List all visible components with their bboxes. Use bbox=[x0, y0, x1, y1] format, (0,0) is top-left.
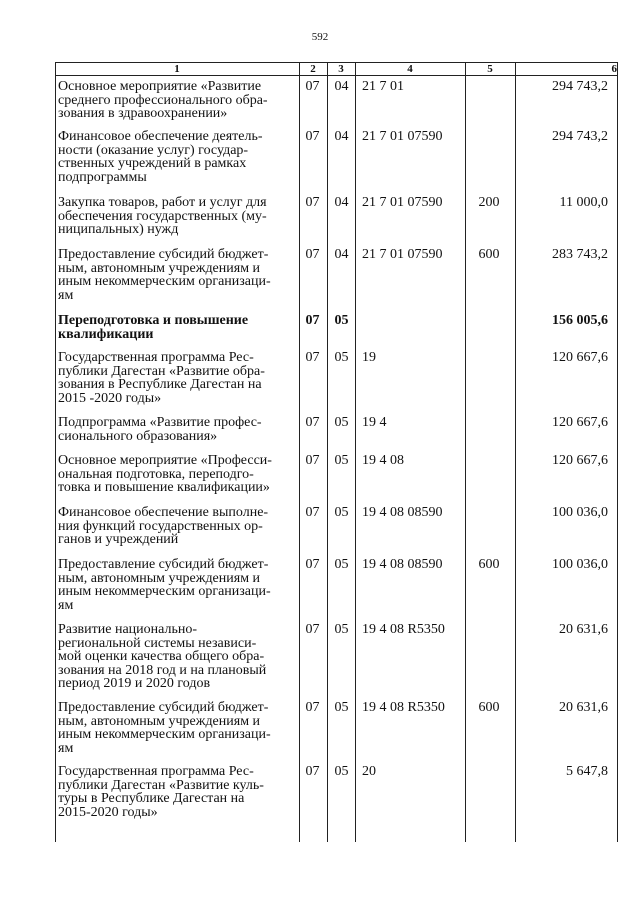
column-header-2: 2 bbox=[310, 63, 316, 75]
column-divider bbox=[327, 62, 328, 842]
row-subsection-code: 05 bbox=[334, 764, 349, 779]
row-amount: 5 647,8 bbox=[566, 764, 608, 779]
row-target-article: 20 bbox=[362, 764, 376, 779]
row-target-article: 19 4 08 08590 bbox=[362, 505, 443, 520]
row-name: Основное мероприятие «Професси- ональная подготовка, переподго- товка и повышение квалификации» bbox=[58, 453, 272, 495]
row-subsection-code: 05 bbox=[334, 313, 349, 328]
row-amount: 120 667,6 bbox=[552, 350, 608, 365]
table-column-headers bbox=[55, 62, 617, 76]
column-divider bbox=[355, 62, 356, 842]
column-divider bbox=[515, 62, 516, 842]
page-number: 592 bbox=[311, 31, 329, 43]
row-target-article: 21 7 01 bbox=[362, 79, 404, 94]
row-target-article: 19 4 08 bbox=[362, 453, 404, 468]
row-amount: 100 036,0 bbox=[552, 557, 608, 572]
row-section-code: 07 bbox=[305, 415, 320, 430]
row-amount: 294 743,2 bbox=[552, 79, 608, 94]
row-subsection-code: 04 bbox=[334, 79, 349, 94]
row-subsection-code: 05 bbox=[334, 415, 349, 430]
row-target-article: 19 4 08 08590 bbox=[362, 557, 443, 572]
row-subsection-code: 05 bbox=[334, 557, 349, 572]
row-subsection-code: 05 bbox=[334, 622, 349, 637]
row-section-code: 07 bbox=[305, 557, 320, 572]
row-section-code: 07 bbox=[305, 313, 320, 328]
row-name: Основное мероприятие «Развитие среднего профессионального обра- зования в здравоохранении» bbox=[58, 79, 268, 121]
row-target-article: 21 7 01 07590 bbox=[362, 129, 443, 144]
row-section-code: 07 bbox=[305, 129, 320, 144]
row-subsection-code: 04 bbox=[334, 129, 349, 144]
row-subsection-code: 05 bbox=[334, 453, 349, 468]
row-subsection-code: 04 bbox=[334, 195, 349, 210]
row-expense-type: 600 bbox=[478, 557, 500, 572]
row-target-article: 19 4 bbox=[362, 415, 387, 430]
row-expense-type: 600 bbox=[478, 700, 500, 715]
row-amount: 294 743,2 bbox=[552, 129, 608, 144]
row-section-code: 07 bbox=[305, 453, 320, 468]
column-header-5: 5 bbox=[487, 63, 493, 75]
row-name: Предоставление субсидий бюджет- ным, автономным учреждениям и иным некоммерческим организаци- ям bbox=[58, 247, 271, 303]
column-header-4: 4 bbox=[407, 63, 413, 75]
column-divider bbox=[299, 62, 300, 842]
row-name: Закупка товаров, работ и услуг для обеспечения государственных (му- ниципальных) нужд bbox=[58, 195, 267, 237]
row-name: Государственная программа Рес- публики Дагестан «Развитие обра- зования в Республике Дагестан на 2015 -2020 годы» bbox=[58, 350, 265, 406]
row-target-article: 19 4 08 R5350 bbox=[362, 700, 445, 715]
row-subsection-code: 05 bbox=[334, 505, 349, 520]
row-name: Финансовое обеспечение выполне- ния функций государственных ор- ганов и учреждений bbox=[58, 505, 269, 547]
row-target-article: 21 7 01 07590 bbox=[362, 195, 443, 210]
row-name: Предоставление субсидий бюджет- ным, автономным учреждениям и иным некоммерческим организаци- ям bbox=[58, 557, 271, 613]
row-amount: 283 743,2 bbox=[552, 247, 608, 262]
row-target-article: 21 7 01 07590 bbox=[362, 247, 443, 262]
row-section-code: 07 bbox=[305, 764, 320, 779]
row-amount: 20 631,6 bbox=[559, 622, 608, 637]
row-amount: 120 667,6 bbox=[552, 415, 608, 430]
row-name: Финансовое обеспечение деятель- ности (оказание услуг) государ- ственных учреждений в рамках подпрограммы bbox=[58, 129, 263, 185]
row-section-code: 07 bbox=[305, 700, 320, 715]
row-name: Предоставление субсидий бюджет- ным, автономным учреждениям и иным некоммерческим организаци- ям bbox=[58, 700, 271, 756]
row-name: Развитие национально- региональной системы независи- мой оценки качества общего обра- зования на 2018 год и на плановый период 2019 и 2020 годов bbox=[58, 622, 267, 691]
row-subsection-code: 05 bbox=[334, 350, 349, 365]
row-section-code: 07 bbox=[305, 195, 320, 210]
row-section-code: 07 bbox=[305, 247, 320, 262]
column-header-6: 6 bbox=[611, 63, 617, 75]
column-header-1: 1 bbox=[174, 63, 180, 75]
row-name: Подпрограмма «Развитие профес- сионального образования» bbox=[58, 415, 262, 444]
row-target-article: 19 bbox=[362, 350, 376, 365]
row-section-code: 07 bbox=[305, 350, 320, 365]
row-amount: 120 667,6 bbox=[552, 453, 608, 468]
row-name: Государственная программа Рес- публики Дагестан «Развитие куль- туры в Республике Дагестан на 2015-2020 годы» bbox=[58, 764, 264, 820]
table-border-left bbox=[55, 62, 56, 842]
row-subsection-code: 04 bbox=[334, 247, 349, 262]
row-expense-type: 200 bbox=[478, 195, 500, 210]
table-border-right bbox=[617, 62, 618, 842]
row-section-code: 07 bbox=[305, 622, 320, 637]
column-header-3: 3 bbox=[338, 63, 344, 75]
column-divider bbox=[465, 62, 466, 842]
row-amount: 20 631,6 bbox=[559, 700, 608, 715]
row-section-code: 07 bbox=[305, 505, 320, 520]
row-amount: 11 000,0 bbox=[559, 195, 608, 210]
row-name: Переподготовка и повышение квалификации bbox=[58, 313, 249, 342]
row-expense-type: 600 bbox=[478, 247, 500, 262]
row-amount: 156 005,6 bbox=[552, 313, 608, 328]
row-amount: 100 036,0 bbox=[552, 505, 608, 520]
row-section-code: 07 bbox=[305, 79, 320, 94]
row-subsection-code: 05 bbox=[334, 700, 349, 715]
row-target-article: 19 4 08 R5350 bbox=[362, 622, 445, 637]
